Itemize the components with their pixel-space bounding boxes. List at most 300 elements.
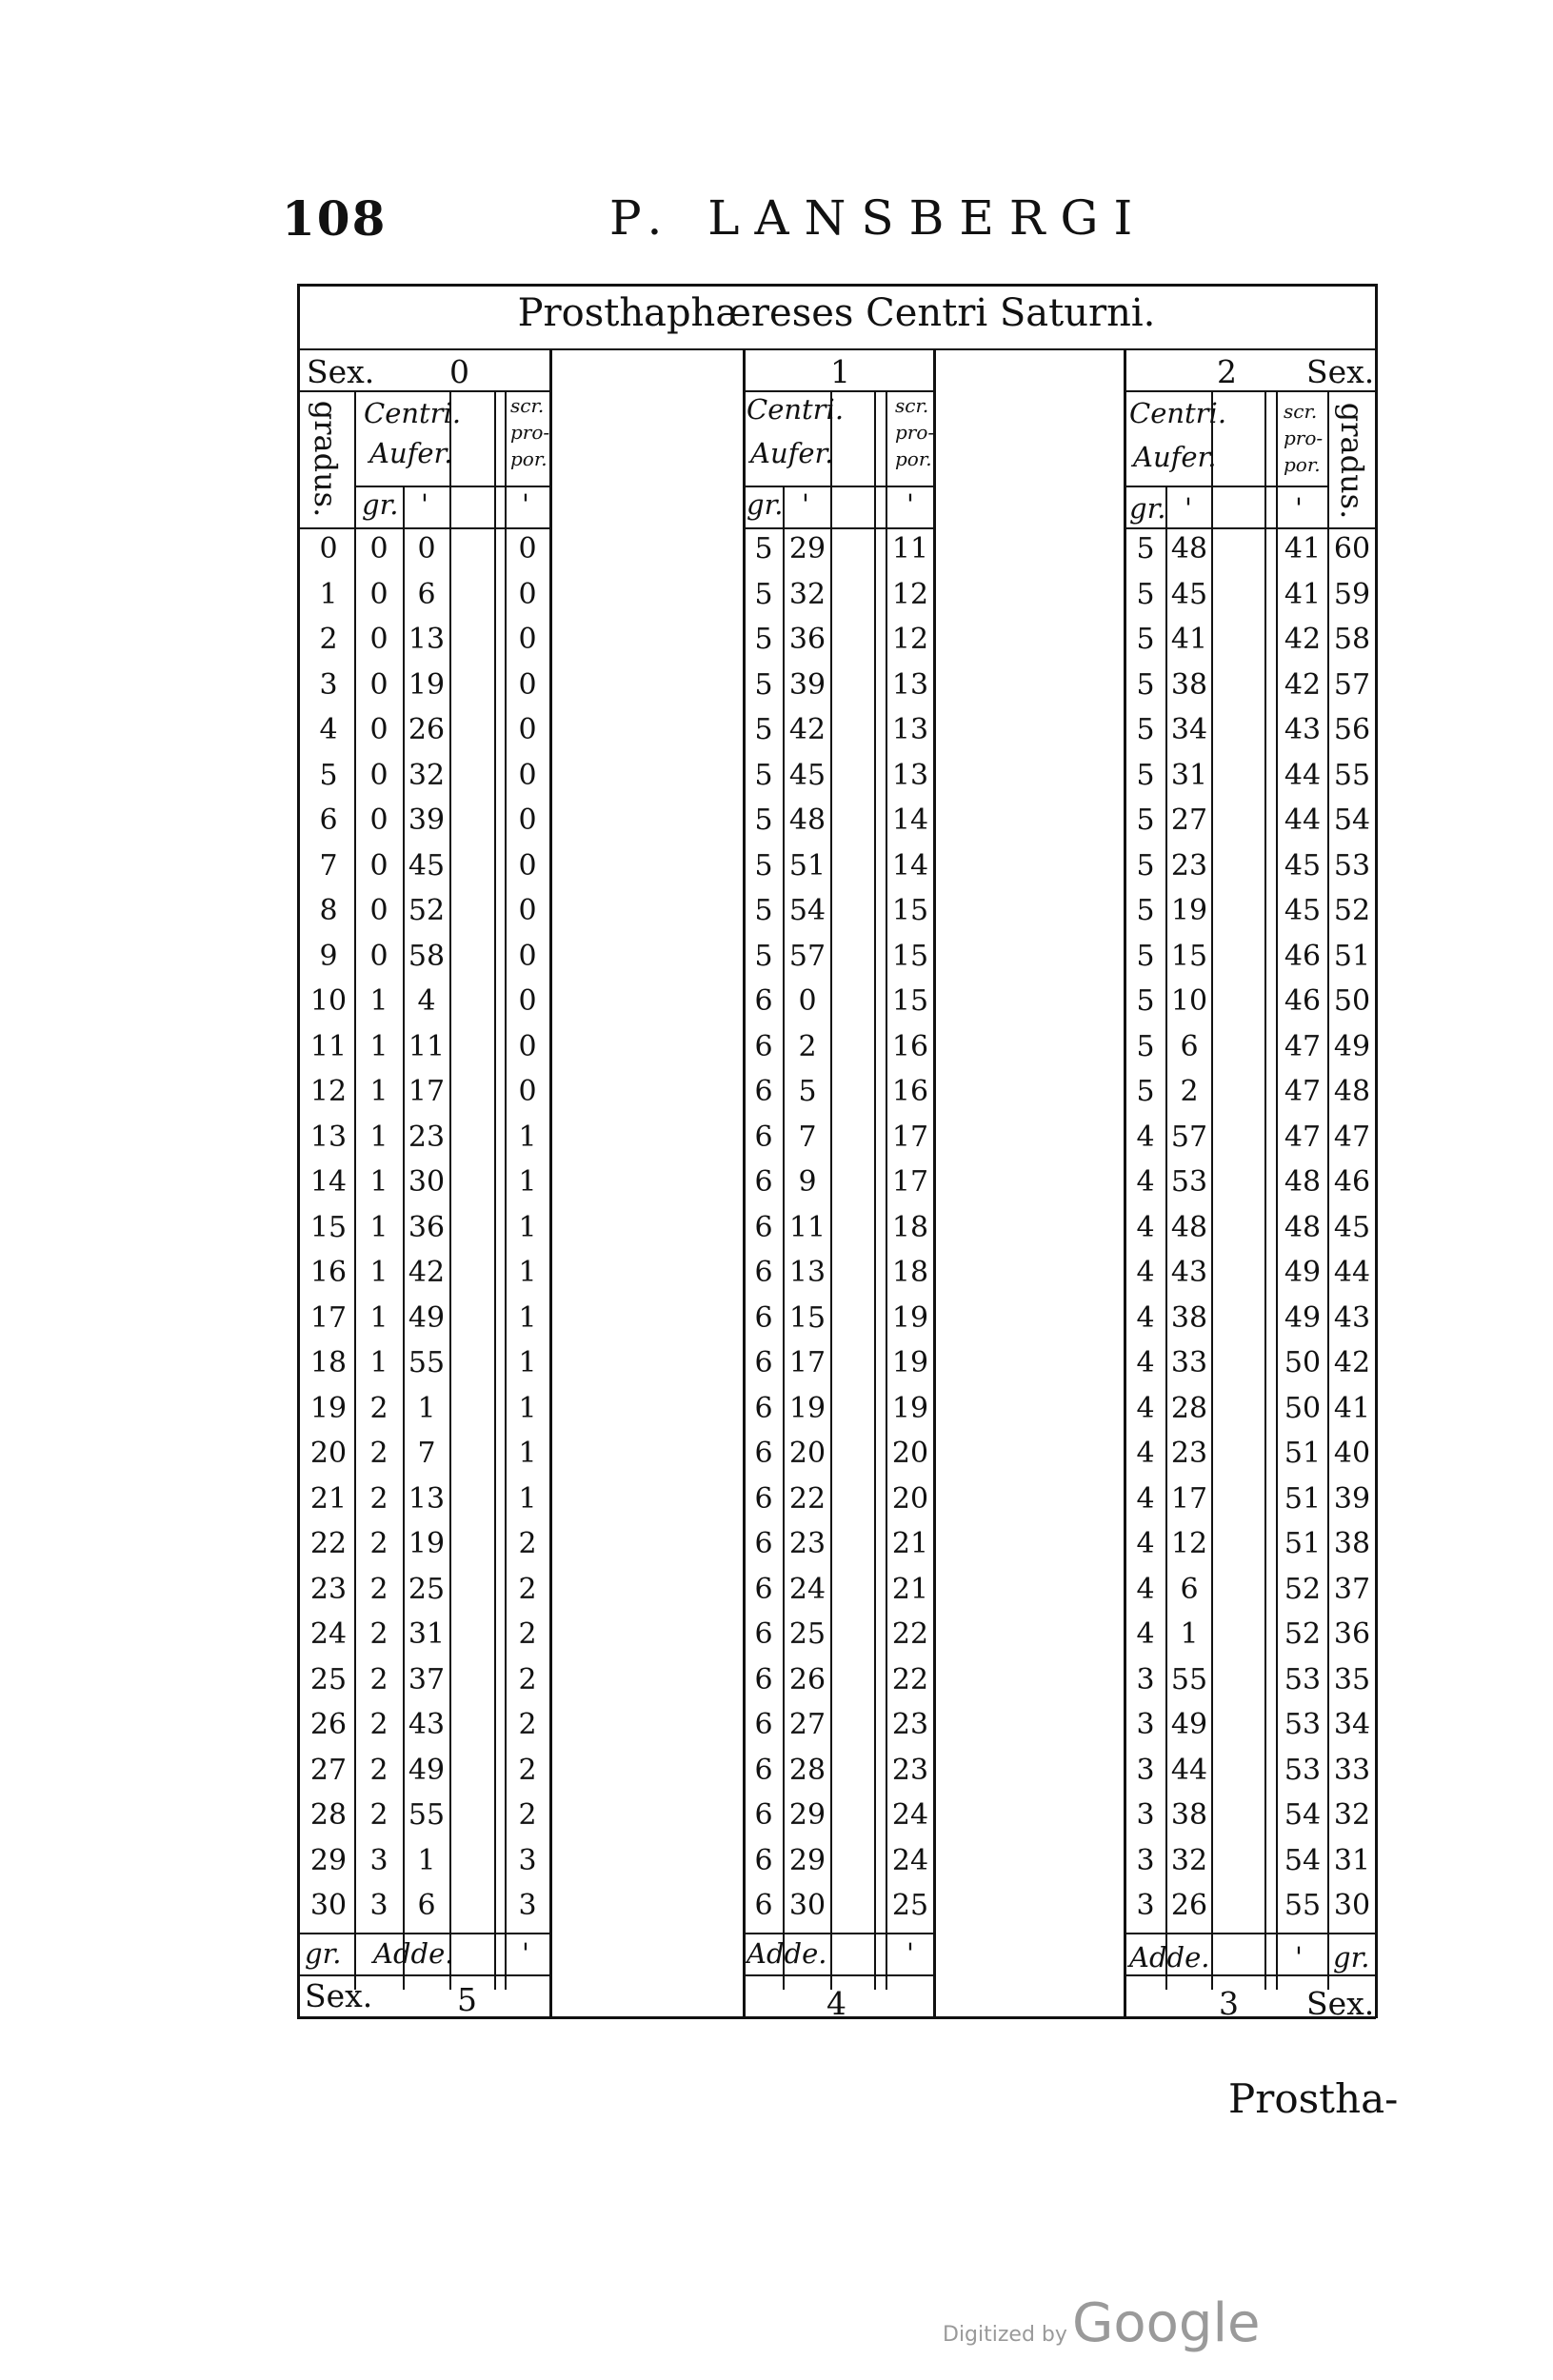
- left-degree-cell: 10: [309, 984, 348, 1018]
- mid-scr-cell: 18: [891, 1210, 929, 1244]
- right-centri-min-cell: 38: [1170, 1798, 1208, 1832]
- right-scr-cell: 44: [1284, 758, 1322, 792]
- mid-centri-min-cell: 20: [788, 1437, 826, 1470]
- left-degree-cell: 28: [309, 1798, 348, 1832]
- digitized-by-text: Digitized by: [943, 2323, 1067, 2347]
- gradus-label-left: gradus.: [308, 400, 344, 518]
- right-scr-cell: 42: [1284, 623, 1322, 656]
- left-centri-min-cell: 1: [417, 1843, 436, 1877]
- left-centri-gr-cell: 0: [369, 939, 388, 973]
- left-degree-cell: 1: [319, 577, 338, 611]
- right-centri-min-cell: 33: [1170, 1346, 1208, 1379]
- mid-scr-cell: 12: [891, 623, 929, 656]
- right-centri-min-cell: 49: [1170, 1708, 1208, 1741]
- google-logo: Google: [1072, 2292, 1261, 2354]
- right-degree-cell: 37: [1333, 1572, 1371, 1606]
- right-centri-min-cell: 17: [1170, 1481, 1208, 1516]
- right-centri-gr-cell: 4: [1136, 1572, 1155, 1606]
- left-scr-cell: 0: [518, 623, 537, 656]
- gr-label-mid: gr.: [747, 488, 784, 521]
- left-sub-rule: [354, 486, 549, 487]
- right-centri-gr-cell: 5: [1136, 623, 1155, 656]
- left-centri-min-cell: 43: [408, 1708, 446, 1741]
- right-centri-min-cell: 48: [1170, 532, 1208, 565]
- left-scr-cell: 2: [518, 1798, 537, 1832]
- right-centri-min-cell: 44: [1170, 1753, 1208, 1787]
- left-scr-cell: 0: [518, 939, 537, 973]
- left-degree-cell: 23: [309, 1572, 348, 1606]
- mid-scr-cell: 25: [891, 1889, 929, 1922]
- mid-scr-cell: 23: [891, 1753, 929, 1787]
- right-scr-cell: 51: [1284, 1527, 1322, 1560]
- mid-centri-min-cell: 27: [788, 1708, 826, 1741]
- mid-scr-cell: 13: [891, 713, 929, 746]
- scr-label-right: scr.: [1284, 400, 1318, 423]
- left-scr-cell: 1: [518, 1391, 537, 1425]
- right-centri-min-cell: 43: [1170, 1256, 1208, 1289]
- left-scr-cell: 0: [518, 758, 537, 792]
- right-centri-min-cell: 19: [1170, 894, 1208, 927]
- sexagena-top-left: 0: [449, 353, 469, 390]
- mid-centri-min-cell: 9: [798, 1165, 817, 1199]
- left-centri-gr-cell: 2: [369, 1391, 388, 1425]
- left-centri-min-cell: 26: [408, 713, 446, 746]
- left-centri-min-cell: 1: [417, 1391, 436, 1425]
- right-centri-gr-cell: 5: [1136, 848, 1155, 883]
- mid-centri-min-cell: 39: [788, 667, 826, 702]
- left-centri-gr-cell: 1: [369, 1256, 388, 1289]
- mid-centri-gr-cell: 6: [754, 1256, 773, 1289]
- right-centri-min-cell: 57: [1170, 1120, 1208, 1154]
- mid-centri-min-cell: 24: [788, 1572, 826, 1606]
- mid-scr-cell: 24: [891, 1798, 929, 1832]
- left-centri-gr-cell: 0: [369, 577, 388, 611]
- right-degree-cell: 40: [1333, 1437, 1371, 1470]
- mid-scr-cell: 20: [891, 1481, 929, 1516]
- left-degree-cell: 14: [309, 1165, 348, 1199]
- scr-min-footer-right: ': [1295, 1941, 1303, 1973]
- right-scr-cell: 49: [1284, 1256, 1322, 1289]
- left-min-divider: [449, 390, 451, 1990]
- right-centri-gr-cell: 3: [1136, 1662, 1155, 1696]
- min-label-left: ': [421, 488, 428, 521]
- left-scr-cell: 0: [518, 1029, 537, 1063]
- mid-centri-min-cell: 32: [788, 577, 826, 611]
- mid-scr-cell: 17: [891, 1120, 929, 1154]
- right-centri-min-cell: 1: [1180, 1617, 1199, 1651]
- left-degree-cell: 18: [309, 1346, 348, 1379]
- right-degree-cell: 57: [1333, 667, 1371, 702]
- left-scr-cell: 1: [518, 1481, 537, 1516]
- left-centri-min-cell: 7: [417, 1437, 436, 1470]
- right-degree-cell: 55: [1333, 758, 1371, 792]
- left-centri-min-cell: 58: [408, 939, 446, 973]
- mid-centri-min-cell: 45: [788, 758, 826, 792]
- mid-centri-min-cell: 30: [788, 1889, 826, 1922]
- right-scr-cell: 47: [1284, 1120, 1322, 1154]
- left-degree-cell: 11: [309, 1029, 348, 1063]
- mid-scr-cell: 13: [891, 667, 929, 702]
- left-head-rule: [297, 390, 549, 392]
- mid-scr-cell: 14: [891, 848, 929, 883]
- left-degree-cell: 29: [309, 1843, 348, 1877]
- catchword: Prostha-: [1228, 2075, 1399, 2122]
- mid-sub-rule: [743, 486, 933, 487]
- left-centri-gr-cell: 2: [369, 1437, 388, 1470]
- mid-centri-gr-cell: 6: [754, 1029, 773, 1063]
- right-degree-cell: 51: [1333, 939, 1371, 973]
- left-centri-gr-cell: 0: [369, 667, 388, 702]
- mid-scr-cell: 21: [891, 1572, 929, 1606]
- left-degree-cell: 5: [319, 758, 338, 792]
- mid-centri-min-cell: 54: [788, 894, 826, 927]
- left-scr-cell: 0: [518, 713, 537, 746]
- right-degree-cell: 41: [1333, 1391, 1371, 1425]
- right-scr-cell: 41: [1284, 577, 1322, 611]
- left-centri-min-cell: 30: [408, 1165, 446, 1199]
- right-centri-gr-cell: 5: [1136, 667, 1155, 702]
- left-scr-cell: 3: [518, 1843, 537, 1877]
- left-scr-cell: 0: [518, 984, 537, 1018]
- right-centri-min-cell: 32: [1170, 1843, 1208, 1877]
- left-centri-min-cell: 37: [408, 1662, 446, 1696]
- left-centri-gr-cell: 2: [369, 1708, 388, 1741]
- right-centri-gr-cell: 5: [1136, 577, 1155, 611]
- mid-scr-cell: 24: [891, 1843, 929, 1877]
- adde-footer-left: Adde.: [373, 1937, 454, 1970]
- right-degree-cell: 59: [1333, 577, 1371, 611]
- right-centri-min-cell: 15: [1170, 939, 1208, 973]
- right-centri-gr-cell: 5: [1136, 713, 1155, 746]
- left-centri-min-cell: 6: [417, 1889, 436, 1922]
- mid-centri-min-cell: 42: [788, 713, 826, 746]
- mid-scr-cell: 11: [891, 532, 929, 565]
- right-scr-cell: 46: [1284, 984, 1322, 1018]
- mid-head-rule: [743, 390, 933, 392]
- scr-min-label-right: ': [1295, 492, 1303, 525]
- left-centri-gr-cell: 1: [369, 1300, 388, 1335]
- mid-centri-gr-cell: 6: [754, 1300, 773, 1335]
- right-centri-gr-cell: 4: [1136, 1210, 1155, 1244]
- left-degree-cell: 15: [309, 1210, 348, 1244]
- sexagena-top-mid: 1: [830, 353, 850, 390]
- right-scr-cell: 54: [1284, 1798, 1322, 1832]
- mid-centri-gr-cell: 5: [754, 758, 773, 792]
- left-centri-gr-cell: 0: [369, 848, 388, 883]
- adde-footer-right: Adde.: [1129, 1941, 1210, 1973]
- sex-label-top-right: Sex.: [1306, 353, 1375, 390]
- right-centri-gr-cell: 4: [1136, 1256, 1155, 1289]
- mid-centri-gr-cell: 5: [754, 894, 773, 927]
- left-scr-cell: 1: [518, 1120, 537, 1154]
- right-centri-gr-cell: 3: [1136, 1708, 1155, 1741]
- mid-centri-gr-cell: 6: [754, 1662, 773, 1696]
- right-centri-gr-cell: 4: [1136, 1300, 1155, 1335]
- mid-centri-min-cell: 48: [788, 803, 826, 837]
- mid-scr-cell: 21: [891, 1527, 929, 1560]
- mid-scr-cell: 14: [891, 803, 929, 837]
- right-degree-cell: 30: [1333, 1889, 1371, 1922]
- digitized-watermark: [943, 2292, 1260, 2354]
- right-degree-cell: 33: [1333, 1753, 1371, 1787]
- left-centri-min-cell: 45: [408, 848, 446, 883]
- left-scr-cell: 1: [518, 1300, 537, 1335]
- centri-label-left: Centri.: [364, 397, 462, 429]
- left-centri-min-cell: 11: [408, 1029, 446, 1063]
- right-degree-cell: 60: [1333, 532, 1371, 565]
- sex-label-top-left: Sex.: [307, 353, 375, 390]
- left-centri-min-cell: 13: [408, 1481, 446, 1516]
- right-centri-min-cell: 2: [1180, 1075, 1199, 1108]
- left-centri-min-cell: 17: [408, 1075, 446, 1108]
- left-degree-cell: 17: [309, 1300, 348, 1335]
- right-centri-min-cell: 23: [1170, 1437, 1208, 1470]
- right-degree-cell: 58: [1333, 623, 1371, 656]
- scr-min-footer-left: ': [522, 1937, 529, 1970]
- right-degree-cell: 43: [1333, 1300, 1371, 1335]
- left-scr-cell: 2: [518, 1753, 537, 1787]
- right-centri-gr-cell: 4: [1136, 1346, 1155, 1379]
- right-scr-cell: 44: [1284, 803, 1322, 837]
- right-centri-gr-cell: 3: [1136, 1798, 1155, 1832]
- mid-centri-min-cell: 22: [788, 1481, 826, 1516]
- right-centri-gr-cell: 5: [1136, 984, 1155, 1018]
- sex-label-bottom-right: Sex.: [1306, 1985, 1375, 2022]
- mid-centri-gr-cell: 5: [754, 803, 773, 837]
- right-degree-cell: 46: [1333, 1165, 1371, 1199]
- right-scr-cell: 52: [1284, 1617, 1322, 1651]
- scr-min-label-mid: ': [906, 488, 914, 521]
- right-centri-min-cell: 31: [1170, 758, 1208, 792]
- right-scr-cell: 48: [1284, 1165, 1322, 1199]
- left-centri-gr-cell: 0: [369, 894, 388, 927]
- left-centri-gr-cell: 2: [369, 1481, 388, 1516]
- mid-centri-gr-cell: 6: [754, 1391, 773, 1425]
- left-scr-cell: 1: [518, 1210, 537, 1244]
- left-centri-min-cell: 31: [408, 1617, 446, 1651]
- mid-centri-gr-cell: 5: [754, 623, 773, 656]
- left-scr-cell: 3: [518, 1889, 537, 1922]
- left-scr-cell: 2: [518, 1572, 537, 1606]
- right-scr-cell: 47: [1284, 1075, 1322, 1108]
- mid-centri-gr-cell: 6: [754, 1481, 773, 1516]
- left-block-divider: [549, 350, 552, 2016]
- prosthaphaereses-table: [297, 284, 1376, 2022]
- por-label-left: por.: [510, 447, 548, 470]
- mid-min-divider: [830, 390, 832, 1990]
- left-centri-min-cell: 25: [408, 1572, 446, 1606]
- right-centri-min-cell: 28: [1170, 1391, 1208, 1425]
- right-head-rule: [1124, 390, 1376, 392]
- right-centri-min-cell: 38: [1170, 667, 1208, 702]
- right-data-bottom-rule: [1124, 1933, 1376, 1934]
- mid-scr-cell: 22: [891, 1662, 929, 1696]
- left-centri-min-cell: 23: [408, 1120, 446, 1154]
- mid-centri-min-cell: 2: [798, 1029, 817, 1063]
- right-centri-min-cell: 38: [1170, 1300, 1208, 1335]
- left-centri-min-cell: 4: [417, 984, 436, 1018]
- right-degree-cell: 44: [1333, 1256, 1371, 1289]
- left-centri-gr-cell: 1: [369, 984, 388, 1018]
- mid-centri-gr-cell: 6: [754, 1753, 773, 1787]
- left-centri-min-cell: 55: [408, 1346, 446, 1379]
- mid-centri-gr-cell: 6: [754, 1617, 773, 1651]
- left-centri-gr-cell: 2: [369, 1753, 388, 1787]
- mid-blank-divider: [874, 390, 876, 1990]
- mid-centri-min-cell: 19: [788, 1391, 826, 1425]
- right-scr-cell: 42: [1284, 667, 1322, 702]
- left-scr-cell: 0: [518, 803, 537, 837]
- mid-centri-gr-cell: 5: [754, 848, 773, 883]
- title-rule: [297, 348, 1376, 350]
- right-degree-cell: 39: [1333, 1481, 1371, 1516]
- left-centri-min-cell: 39: [408, 803, 446, 837]
- mid-centri-gr-cell: 6: [754, 1572, 773, 1606]
- mid-centri-min-cell: 7: [798, 1120, 817, 1154]
- left-degree-cell: 24: [309, 1617, 348, 1651]
- mid-scr-cell: 12: [891, 577, 929, 611]
- left-centri-gr-cell: 0: [369, 623, 388, 656]
- right-centri-gr-cell: 3: [1136, 1843, 1155, 1877]
- mid-centri-min-cell: 23: [788, 1527, 826, 1560]
- left-centri-min-cell: 6: [417, 577, 436, 611]
- left-degree-cell: 9: [319, 939, 338, 973]
- left-degree-cell: 3: [319, 667, 338, 702]
- left-centri-min-cell: 42: [408, 1256, 446, 1289]
- left-scr-cell: 1: [518, 1256, 537, 1289]
- right-centri-min-cell: 10: [1170, 984, 1208, 1018]
- right-degree-cell: 34: [1333, 1708, 1371, 1741]
- right-degree-cell: 56: [1333, 713, 1371, 746]
- mid-centri-gr-cell: 6: [754, 1798, 773, 1832]
- left-centri-gr-cell: 2: [369, 1662, 388, 1696]
- left-centri-gr-cell: 2: [369, 1572, 388, 1606]
- right-degree-cell: 53: [1333, 848, 1371, 883]
- aufer-label-mid: Aufer.: [750, 437, 834, 469]
- running-title: P. LANSBERGI: [609, 190, 1148, 246]
- left-scr-cell: 1: [518, 1165, 537, 1199]
- mid-centri-gr-cell: 6: [754, 1527, 773, 1560]
- mid-centri-gr-cell: 6: [754, 1075, 773, 1108]
- mid-scr-cell: 16: [891, 1075, 929, 1108]
- left-centri-min-cell: 52: [408, 894, 446, 927]
- left-centri-gr-cell: 2: [369, 1798, 388, 1832]
- left-centri-min-cell: 32: [408, 758, 446, 792]
- mid-centri-gr-cell: 6: [754, 1889, 773, 1922]
- right-centri-gr-cell: 4: [1136, 1437, 1155, 1470]
- mid-centri-gr-cell: 6: [754, 984, 773, 1018]
- right-centri-min-cell: 27: [1170, 803, 1208, 837]
- mid-centri-min-cell: 26: [788, 1662, 826, 1696]
- left-scr-cell: 1: [518, 1346, 537, 1379]
- right-min-divider: [1211, 390, 1213, 1990]
- mid-centri-min-cell: 25: [788, 1617, 826, 1651]
- right-scr-cell: 53: [1284, 1753, 1322, 1787]
- left-degree-cell: 12: [309, 1075, 348, 1108]
- right-scr-cell: 48: [1284, 1210, 1322, 1244]
- mid-centri-min-cell: 28: [788, 1753, 826, 1787]
- mid-centri-gr-cell: 6: [754, 1708, 773, 1741]
- left-degree-cell: 30: [309, 1889, 348, 1922]
- left-scr-cell: 0: [518, 532, 537, 565]
- right-centri-gr-cell: 3: [1136, 1753, 1155, 1787]
- left-foot-rule: [297, 1974, 549, 1976]
- right-degree-cell: 36: [1333, 1617, 1371, 1651]
- mid-scr-cell: 17: [891, 1165, 929, 1199]
- right-centri-gr-cell: 5: [1136, 532, 1155, 565]
- mid-centri-min-cell: 29: [788, 1843, 826, 1877]
- mid-centri-gr-cell: 6: [754, 1165, 773, 1199]
- left-degree-cell: 27: [309, 1753, 348, 1787]
- right-centri-gr-cell: 5: [1136, 758, 1155, 792]
- mid-data-top-rule: [743, 527, 933, 529]
- mid-centri-min-cell: 0: [798, 984, 817, 1018]
- table-title: Prosthaphæreses Centri Saturni.: [517, 291, 1156, 335]
- right-centri-gr-cell: 4: [1136, 1165, 1155, 1199]
- mid-centri-min-cell: 17: [788, 1346, 826, 1379]
- mid-centri-gr-cell: 6: [754, 1210, 773, 1244]
- left-degree-cell: 4: [319, 713, 338, 746]
- mid-centri-gr-cell: 5: [754, 532, 773, 565]
- right-scr-cell: 43: [1284, 713, 1322, 746]
- left-degree-cell: 2: [319, 623, 338, 656]
- right-degree-cell: 42: [1333, 1346, 1371, 1379]
- gr-footer-right: gr.: [1333, 1941, 1370, 1973]
- mid-centri-min-cell: 13: [788, 1256, 826, 1289]
- scr-min-footer-mid: ': [906, 1937, 914, 1970]
- right-scr-cell: 50: [1284, 1346, 1322, 1379]
- right-degree-cell: 35: [1333, 1662, 1371, 1696]
- left-centri-min-cell: 19: [408, 667, 446, 702]
- left-scr-cell: 0: [518, 894, 537, 927]
- left-centri-gr-cell: 2: [369, 1617, 388, 1651]
- left-data-top-rule: [297, 527, 549, 529]
- left-centri-min-cell: 55: [408, 1798, 446, 1832]
- right-centri-min-cell: 6: [1180, 1029, 1199, 1063]
- right-scr-cell: 50: [1284, 1391, 1322, 1425]
- mid-centri-gr-cell: 5: [754, 667, 773, 702]
- right-centri-gr-cell: 5: [1136, 894, 1155, 927]
- left-centri-min-cell: 19: [408, 1527, 446, 1560]
- right-centri-gr-cell: 4: [1136, 1617, 1155, 1651]
- right-foot-rule: [1124, 1974, 1376, 1976]
- left-data-bottom-rule: [297, 1933, 549, 1934]
- right-centri-min-cell: 48: [1170, 1210, 1208, 1244]
- left-centri-min-cell: 0: [417, 532, 436, 565]
- mid-centri-min-cell: 36: [788, 623, 826, 656]
- left-scr-cell: 0: [518, 848, 537, 883]
- left-centri-gr-cell: 0: [369, 713, 388, 746]
- left-degree-cell: 22: [309, 1527, 348, 1560]
- sexagena-bottom-right: 3: [1219, 1985, 1239, 2022]
- right-centri-gr-cell: 4: [1136, 1120, 1155, 1154]
- left-degree-cell: 21: [309, 1481, 348, 1516]
- sex-label-bottom-left: Sex.: [305, 1977, 373, 2014]
- left-degree-cell: 20: [309, 1437, 348, 1470]
- left-centri-gr-cell: 1: [369, 1075, 388, 1108]
- right-centri-min-cell: 41: [1170, 623, 1208, 656]
- right-scr-cell: 51: [1284, 1437, 1322, 1470]
- mid-centri-min-cell: 57: [788, 939, 826, 973]
- right-centri-gr-cell: 3: [1136, 1889, 1155, 1922]
- mid-scr-cell: 19: [891, 1346, 929, 1379]
- left-scr-cell: 2: [518, 1527, 537, 1560]
- right-scr-cell: 46: [1284, 939, 1322, 973]
- mid-centri-min-cell: 11: [788, 1210, 826, 1244]
- left-degree-cell: 8: [319, 894, 338, 927]
- left-centri-min-cell: 13: [408, 623, 446, 656]
- right-degree-cell: 32: [1333, 1798, 1371, 1832]
